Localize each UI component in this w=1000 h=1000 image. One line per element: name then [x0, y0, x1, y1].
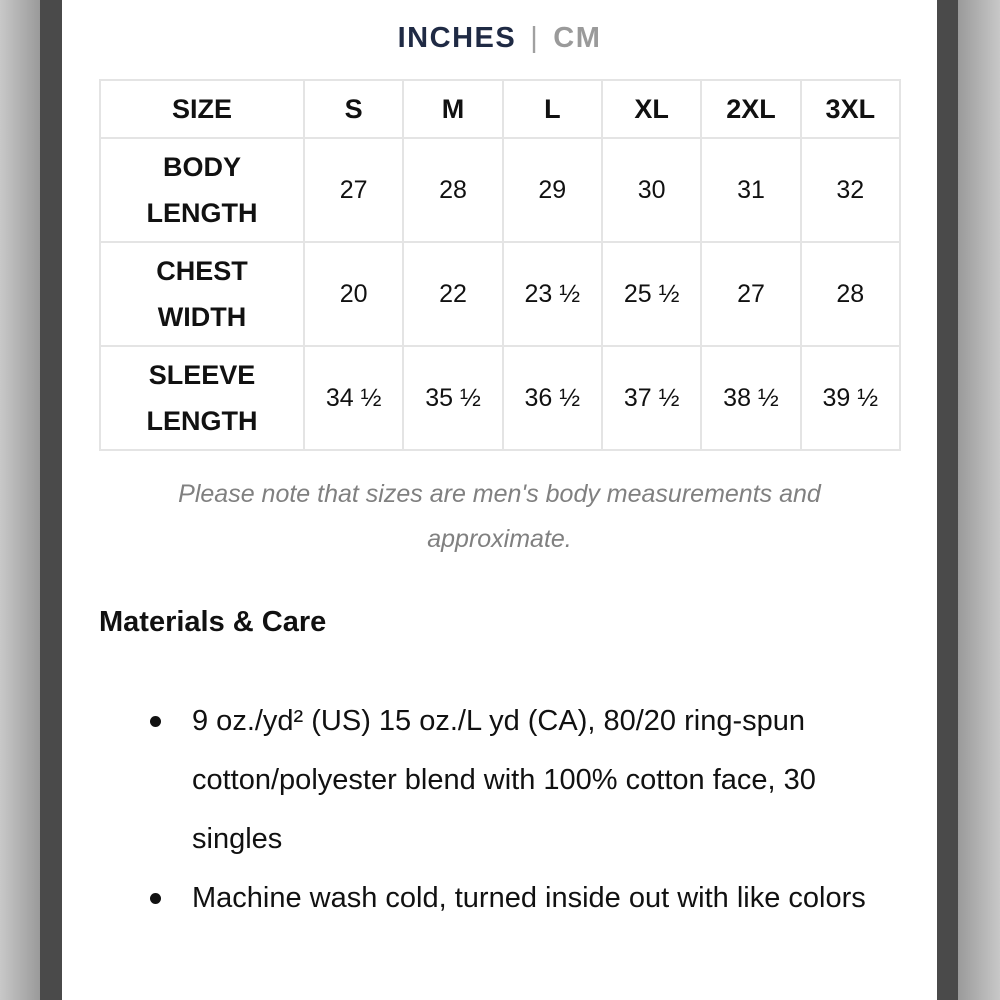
list-item	[99, 869, 899, 928]
table-cell: 37 ½	[602, 346, 701, 450]
table-cell: 23 ½	[503, 242, 602, 346]
materials-care-heading: Materials & Care	[99, 606, 327, 638]
table-cell: 27	[304, 138, 403, 242]
row-label-line: WIDTH	[157, 302, 247, 332]
table-cell: 28	[801, 242, 900, 346]
page-content	[62, 0, 937, 1000]
table-row-body-length	[100, 138, 900, 242]
unit-cm-tab[interactable]: CM	[553, 22, 602, 54]
unit-toggle	[62, 22, 937, 55]
row-label-line: SLEEVE	[148, 360, 256, 390]
list-item-text: Machine wash cold, turned inside out with like colors	[192, 882, 866, 914]
header-s: S	[304, 80, 403, 138]
table-cell: 32	[801, 138, 900, 242]
list-item-text: 9 oz./yd² (US) 15 oz./L yd (CA), 80/20 ring-spun cotton/polyester blend with 100% cotton face, 30 singles	[192, 705, 816, 855]
table-cell: 25 ½	[602, 242, 701, 346]
header-size: SIZE	[100, 80, 304, 138]
table-cell: 28	[403, 138, 502, 242]
bullet-icon	[150, 716, 161, 727]
table-cell: 35 ½	[403, 346, 502, 450]
table-cell: 31	[701, 138, 800, 242]
header-2xl: 2XL	[701, 80, 800, 138]
table-row-chest-width	[100, 242, 900, 346]
header-l: L	[503, 80, 602, 138]
list-item	[99, 692, 899, 869]
unit-separator: |	[530, 22, 540, 54]
table-cell: 36 ½	[503, 346, 602, 450]
table-cell: 38 ½	[701, 346, 800, 450]
table-cell: 30	[602, 138, 701, 242]
table-cell: 34 ½	[304, 346, 403, 450]
row-label-line: CHEST	[156, 256, 248, 286]
header-m: M	[403, 80, 502, 138]
row-label	[100, 242, 304, 346]
table-cell: 27	[701, 242, 800, 346]
table-cell: 20	[304, 242, 403, 346]
row-label-line: BODY	[162, 152, 241, 182]
table-cell: 29	[503, 138, 602, 242]
unit-inches-tab[interactable]: INCHES	[397, 22, 517, 54]
table-cell: 39 ½	[801, 346, 900, 450]
materials-care-list	[99, 692, 899, 928]
table-header-row	[100, 80, 900, 138]
row-label	[100, 346, 304, 450]
row-label-line: LENGTH	[146, 198, 258, 228]
sizing-note: Please note that sizes are men's body measurements and approximate.	[178, 480, 821, 553]
size-chart-table	[99, 79, 901, 451]
row-label-line: LENGTH	[146, 406, 258, 436]
table-row-sleeve-length	[100, 346, 900, 450]
bullet-icon	[150, 893, 161, 904]
table-cell: 22	[403, 242, 502, 346]
header-3xl: 3XL	[801, 80, 900, 138]
header-xl: XL	[602, 80, 701, 138]
row-label	[100, 138, 304, 242]
